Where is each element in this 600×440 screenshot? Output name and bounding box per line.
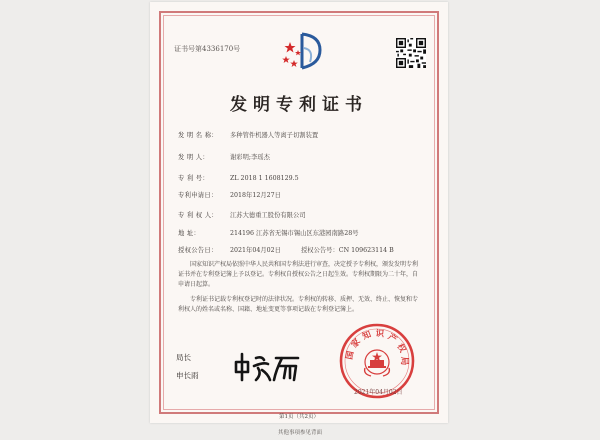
body-paragraph: 专利证书记载专利权登记时的法律状况。专利权的转移、质押、无效、终止、恢复和专利权人的姓名或名称、国籍、地址变更等事项记载在专利登记簿上。: [178, 296, 419, 313]
field-filing-date: [178, 190, 281, 199]
field-grant-date: [178, 245, 394, 254]
field-value: 2018年12月27日: [230, 192, 281, 199]
field-value: ZL 2018 1 1608129.5: [230, 175, 299, 182]
field-patentee: [178, 210, 306, 219]
field-label: 发 明 人：: [178, 154, 209, 161]
field-label: 专 利 权 人：: [178, 212, 218, 219]
patent-certificate: [150, 2, 448, 423]
qr-code-icon: [396, 38, 426, 68]
certificate-title: 发明专利证书: [230, 95, 368, 115]
director-title: 局长: [176, 353, 191, 362]
field-label: 地 址：: [178, 230, 201, 237]
footer-note: 其他事项参见背面: [277, 430, 322, 436]
svg-text:知: 知: [361, 329, 373, 343]
field-value: 多种管件机器人等离子切割装置: [230, 132, 319, 139]
svg-text:识: 识: [375, 328, 385, 340]
certificate-body: [178, 260, 418, 315]
patent-office-emblem: [280, 28, 326, 80]
field-value: 谢彩明;李瑶杰: [230, 154, 270, 161]
body-paragraph: 国家知识产权局依照中华人民共和国专利法进行审查，决定授予专利权，颁发发明专利证书并在专利登记簿上予以登记。专利权自授权公告之日起生效。专利权期限为二十年，自申请日起算。: [178, 261, 419, 288]
svg-text:家: 家: [349, 337, 363, 351]
field-patent-number: [178, 173, 299, 182]
field-value: 2021年04月02日: [230, 247, 281, 254]
field-inventors: [178, 152, 270, 161]
field-value: 214196 江苏省无锡市锡山区东港园南路28号: [230, 230, 359, 237]
field-label: 授权公告日：: [178, 247, 218, 254]
field-label: 发 明 名 称：: [178, 132, 218, 139]
field-value: 江苏大德重工股份有限公司: [230, 212, 306, 219]
svg-text:国: 国: [344, 350, 357, 361]
field-address: [178, 228, 359, 237]
field-invention-name: [178, 130, 318, 139]
handwritten-signature: [232, 350, 304, 384]
field-label: 专利申请日：: [178, 192, 218, 199]
certificate-number: 证书号第4336170号: [174, 45, 241, 53]
seal-date: 2021年04月02日: [354, 389, 403, 396]
svg-text:局: 局: [399, 356, 409, 366]
field-grant-number: 授权公告号：CN 109623114 B: [300, 247, 394, 254]
svg-text:权: 权: [394, 342, 408, 355]
page-number: 第1页（共2页）: [279, 414, 319, 420]
svg-text:产: 产: [385, 332, 399, 346]
director-name: 申长雨: [176, 371, 199, 380]
field-label: 专 利 号：: [178, 175, 209, 182]
